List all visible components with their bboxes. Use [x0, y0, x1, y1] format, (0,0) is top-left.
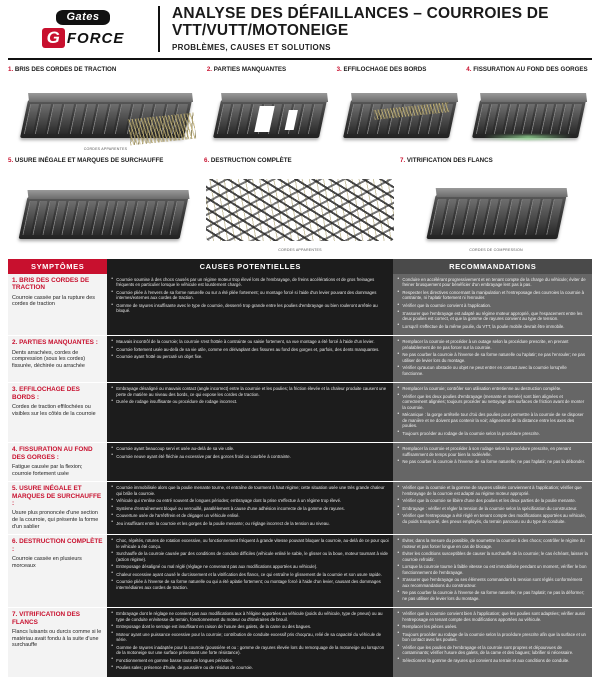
- symptom-cell: [8, 482, 107, 535]
- recommendation-item: • S'assurer que l'embrayage ou ses éléments commandant la tension sont réglés conformément aux recommandations du constructeur.: [397, 577, 588, 588]
- gforce-logo: [42, 28, 125, 48]
- recommendation-item: • Lorsque la courroie tourne à faible vitesse ou est immobilisée pendant un moment, vérifier le bon fonctionnement de l'embrayage.: [397, 564, 588, 575]
- causes-cell: [107, 274, 393, 336]
- figure-7-label: VITRIFICATION DES FLANCS: [406, 157, 493, 164]
- symptom-heading: [12, 538, 103, 553]
- cause-item: • Embrayage désaligné ou mauvais contact (angle incorrect) entre la courroie et les poulies; la friction élevée et la chaleur produite causent une perte de matière au niveau des bords, ce qui expose les cordes de traction.: [111, 386, 389, 397]
- cause-item: • Couverture usée de l'arrêt/frein et de dégager un véhicule enlisé.: [111, 513, 389, 518]
- figure-4-label: FISSURATION AU FOND DES GORGES: [473, 66, 588, 73]
- table-head: [8, 259, 592, 274]
- recommendation-item: • Toujours procéder au rodage de la courroie selon la procédure prescrite.: [397, 431, 588, 436]
- recommendations-list: [397, 538, 588, 601]
- column-header-symptoms: SYMPTÔMES: [8, 259, 107, 274]
- figure-7-image: [400, 175, 592, 247]
- cause-item: • Choc, répétés, rotures de rotation excessive, ou fonctionnement fréquent à grande vitesse pouvant bloquer la courroie, au-delà de ce pour quoi le véhicule a été conçu.: [111, 538, 389, 549]
- symptom-title: BRIS DES CORDES DE TRACTION: [12, 277, 90, 292]
- symptom-number: 7.: [12, 611, 18, 619]
- recommendation-item: • Remplacer les pièces usées.: [397, 624, 588, 629]
- figure-1-note: CORDES APPARENTES: [83, 147, 128, 151]
- figure-5: [8, 157, 200, 252]
- causes-list: [111, 386, 389, 404]
- belt-ribs: [426, 195, 566, 239]
- table-row: [8, 336, 592, 383]
- figure-5-label: USURE INÉGALE ET MARQUES DE SURCHAUFFE: [14, 157, 164, 164]
- figure-4-number: 4.: [466, 66, 472, 73]
- table-row: [8, 482, 592, 535]
- symptom-number: 3.: [12, 386, 18, 394]
- symptom-description: Courroie cassée en plusieurs morceaux: [12, 556, 82, 569]
- belt-illustration: [213, 100, 327, 138]
- gforce-g-mark: G: [42, 28, 65, 48]
- figure-4-caption: [466, 66, 592, 81]
- table-row: [8, 608, 592, 678]
- symptom-cell: [8, 535, 107, 608]
- belt-illustration: [426, 195, 566, 239]
- cause-item: • Gomme de rayures inadaptée pour la courroie (poussière et ou : gomme de rayures élevée lors du remorquage de la motoneige ou lorsqu'on de la motoneige sur une surface présentant une forte résistance).: [111, 645, 389, 656]
- recommendation-item: • Toujours procéder au rodage de la courroie selon la procédure prescrite afin que la surface et un bon contact avec les poulies.: [397, 632, 588, 643]
- recommendation-item: • Sélectionner la gomme de rayures qui convient au terrain et aux conditions de conduite.: [397, 658, 588, 663]
- cause-item: • Gomme de rayures insuffisante avec le type de courroie, desserré trop grande entre les poulies d'embrayage ou bien rouleront arrêtée au bloqué.: [111, 303, 389, 314]
- cause-item: • Jeu insuffisant entre la courroie et les gorges de la poulie menante; ou réglage incorrect de la tension au niveau.: [111, 521, 389, 526]
- cause-item: • Courroie immobilisée alors que la poulie menante tourne, et entraîne de tourment à haut régime; cette situation usée une très grande chaleur qui brûle la courroie.: [111, 485, 389, 496]
- recommendation-item: • Éviter les conditions susceptibles de causer la surchauffe de la courroie; le cas échéant, laisser la courroie refroidir.: [397, 551, 588, 562]
- recommendation-item: • Vérifier que la courroie convient bien à l'application; que les poulies sont adaptées; vérifier aussi l'entreposage en tenant compte des modifications apportées au véhicule.: [397, 611, 588, 622]
- symptom-heading: [12, 339, 103, 346]
- recommendation-item: • Remplacer la courroie et procéder à un outage selon la procédure prescrite, en prenant préalablement de ne pas forcer sur la courroie.: [397, 339, 588, 350]
- recommendations-cell: [393, 608, 592, 678]
- table-body: [8, 274, 592, 677]
- figure-5-number: 5.: [8, 157, 14, 164]
- symptom-heading: [12, 277, 103, 292]
- recommendations-list: [397, 386, 588, 436]
- figure-1-label: BRIS DES CORDES DE TRACTION: [14, 66, 117, 73]
- symptom-heading: [12, 611, 103, 626]
- recommendation-item: • Lorsqu'il s'effectue de la même poulie, du VTT, la poulie mobile devrait être immobile.: [397, 324, 588, 329]
- causes-list: [111, 538, 389, 590]
- figure-6-image: [204, 175, 396, 247]
- cause-item: • Entreposage désaligné ou mal réglé (réglage ne convenant pas aux modifications apportées au véhicule).: [111, 564, 389, 569]
- recommendations-cell: [393, 336, 592, 383]
- cause-item: • Surchauffe de la courroie causée par des conditions de conduite difficiles (véhicule enlisé le sable, le glisser ou la boue, moteur tournant à vide (action régime).: [111, 551, 389, 562]
- recommendation-item: • Vérifier que les poulies de l'embrayage et la courroie sont propres et dépourvues de contaminants; vérifier l'usure des galets, de la came et des bagues; lubrifier si nécessaire.: [397, 645, 588, 656]
- poster-header: [8, 6, 592, 60]
- broken-tensile-cords: [128, 113, 197, 146]
- figure-6-number: 6.: [204, 157, 210, 164]
- belt-ribs: [19, 197, 189, 239]
- recommendation-item: • Conduire en accélérant progressivement et en tenant compte de la charge du véhicule; éviter de freiner brusquement pour bénéficier d'un embrayage lent pas à pas.: [397, 277, 588, 288]
- cause-item: • Courroie pliée à l'envers de sa forme naturelle ou sur a été pliée fortement; ou montage forcé si l'aide d'un levier pouvant des dommages internes/externes aux cordes de traction.: [111, 290, 389, 301]
- belt-illustration: [472, 100, 586, 138]
- cause-item: • Courroie pliée à l'inverse de sa forme naturelle ou qui a été aplatie fortement; ou montage forcé à l'aide d'un levier, causant des dommages intermédiaires aux cordes de traction.: [111, 579, 389, 590]
- symptom-title: VITRIFICATION DES FLANCS: [12, 611, 81, 626]
- symptom-title: EFFILOCHAGE DES BORDS :: [12, 386, 80, 401]
- gates-logo: Gates: [56, 10, 109, 25]
- figure-6-caption: [204, 157, 396, 172]
- causes-list: [111, 485, 389, 526]
- recommendation-item: • Vérifier que la courroie se libère d'une des poulies et les deux parties de la poulie menante.: [397, 498, 588, 503]
- cause-item: • Courroie soumise à des chocs causés par un régime moteur trop élevé lors de l'embrayage, de freins accélérations et de gros freinages fréquents en particulier lorsque le véhicule est lourdement chargé.: [111, 277, 389, 288]
- symptom-number: 5.: [12, 485, 18, 493]
- figure-1-number: 1.: [8, 66, 14, 73]
- recommendation-item: • Vérifier que les deux poulies d'embrayage (menante et menée) sont bien alignées et correctement alignées; toujours procéder au nettoyage des surfaces de friction avant de monter la courroie.: [397, 394, 588, 410]
- cause-item: • Durée de rodage insuffisante ou procédure de rodage incorrect.: [111, 399, 389, 404]
- figure-3-image: [337, 84, 463, 146]
- symptom-heading: [12, 485, 103, 507]
- cause-item: • Entreposage dont le serrage est insuffisant en raison de l'usure des galets, de la came ou des bagues.: [111, 624, 389, 629]
- figure-4-image: [466, 84, 592, 146]
- figure-3-number: 3.: [336, 66, 342, 73]
- causes-list: [111, 339, 389, 360]
- cause-item: • Courroie ayant beaucoup servi et usée au-delà de sa vie utile.: [111, 446, 389, 451]
- symptom-number: 2.: [12, 339, 18, 347]
- symptom-description: Flancs luisants ou durcis comme si le matériau avait fondu à la suite d'une surchauffe: [12, 629, 102, 649]
- figure-6-label: DESTRUCTION COMPLÈTE: [210, 157, 292, 164]
- recommendation-item: • Respecter les directives concernant la manipulation et l'entreposage des courroies la courroie à contrainte, ni l'aplatir fortement ni l'enrouler.: [397, 290, 588, 301]
- symptom-cell: [8, 336, 107, 383]
- causes-cell: [107, 443, 393, 482]
- cracked-groove-highlight: [484, 135, 572, 140]
- recommendation-item: • Ne pas courber la courroie à l'inverse de sa forme naturelle ou l'aplatir; ne pas l'enrouler; ne pas utiliser de levier lors du montage.: [397, 352, 588, 363]
- cause-item: • Chaleur excessive ayant causé le durcissement et la vitrification des flancs, ce qui entraîne le glissement de la courroie et son usure rapide.: [111, 572, 389, 577]
- column-header-causes: CAUSES POTENTIELLES: [107, 259, 393, 274]
- symptom-heading: [12, 386, 103, 401]
- symptom-description: Dents arrachées, cordes de compression (sous les cordes) fissurée, déchirée ou arrachée: [12, 349, 86, 369]
- causes-list: [111, 446, 389, 459]
- symptom-description: Cordes de traction effilochées ou visibles sur les côtés de la courroie: [12, 404, 96, 417]
- recommendation-item: • Ne pas courber la courroie à l'inverse de sa forme naturelle; ne pas l'aplatir; ne pas la déformer; ne pas utiliser de levier lors du montage.: [397, 590, 588, 601]
- failure-analysis-table: [8, 259, 592, 678]
- figure-6-note: CORDES APPARENTES: [278, 248, 322, 252]
- figure-3-caption: [337, 66, 463, 81]
- causes-cell: [107, 535, 393, 608]
- column-header-recommendations: RECOMMANDATIONS: [393, 259, 592, 274]
- figure-2-image: [207, 84, 333, 146]
- symptom-title: DESTRUCTION COMPLÈTE :: [12, 538, 103, 553]
- figure-3: [337, 66, 463, 151]
- symptom-title: FISSURATION AU FOND DES GORGES :: [12, 446, 93, 461]
- belt-illustration: [19, 197, 189, 239]
- table-header-row: [8, 259, 592, 274]
- recommendations-list: [397, 446, 588, 464]
- symptom-number: 4.: [12, 446, 18, 454]
- causes-cell: [107, 383, 393, 443]
- causes-cell: [107, 336, 393, 383]
- symptom-description: Usure plus prononcée d'une section de la courroie, qui présente la forme d'un sablier: [12, 510, 99, 530]
- recommendation-item: • Embrayage : vérifier et régler la tension de la courroie selon la spécification du constructeur.: [397, 506, 588, 511]
- recommendations-cell: [393, 482, 592, 535]
- figure-2-label: PARTIES MANQUANTES: [213, 66, 287, 73]
- symptom-title: PARTIES MANQUANTES :: [19, 339, 98, 347]
- table-row: [8, 383, 592, 443]
- figure-row-bottom: [8, 157, 592, 252]
- gforce-wordmark: FORCE: [66, 29, 125, 47]
- figure-2-caption: [207, 66, 333, 81]
- page-title: ANALYSE DES DÉFAILLANCES – COURROIES DE VTT/VUTT/MOTONEIGE: [172, 5, 549, 39]
- symptom-title: USURE INÉGALE ET MARQUES DE SURCHAUFFE :: [12, 485, 102, 507]
- recommendation-item: • S'assurer que l'embrayage est adapté au régime moteur approprié, que l'espacement entre les deux poulies est correct, et que la gomme de rayures convient au type de tension.: [397, 311, 588, 322]
- recommendations-list: [397, 611, 588, 663]
- causes-list: [111, 277, 389, 314]
- cause-item: • Véhicule qui s'enlise ou entré souvent de longues périodes; embrayage dont la prise s'effectue à un régime trop élevé.: [111, 498, 389, 503]
- figure-7-number: 7.: [400, 157, 406, 164]
- figure-4: [466, 66, 592, 151]
- destroyed-belt-debris: [206, 179, 394, 241]
- table-row: [8, 443, 592, 482]
- recommendations-list: [397, 277, 588, 329]
- causes-list: [111, 611, 389, 671]
- cause-item: • Embrayage dont le réglage ne convient pas aux modifications aux à l'éligine apportées au véhicule (poids du véhicule, type de pneus) ou au type de conduite en/vitesse de terrain, fonctionnement du moteur ou d'itinéraires de brouil.: [111, 611, 389, 622]
- figure-7-caption: [400, 157, 592, 172]
- recommendation-item: • Vérifier que l'entreposage a été réglé en tenant compte des modifications apportées au véhicule, du poids transporté, des pneus employés, du terrain parcouru ou du type de conduite.: [397, 513, 588, 524]
- causes-cell: [107, 608, 393, 678]
- recommendations-cell: [393, 383, 592, 443]
- table-row: [8, 535, 592, 608]
- figure-2: [207, 66, 333, 151]
- brand-block: [8, 6, 158, 48]
- symptom-cell: [8, 274, 107, 336]
- recommendation-item: • Vérifier qu'aucun obstacle ou objet ne peut entrer en contact avec la courroie lorsq'elle fonctionne.: [397, 365, 588, 376]
- cause-item: • Fonctionnement en gomme basse toute de longues périodes.: [111, 658, 389, 663]
- figure-1-caption: [8, 66, 203, 81]
- cause-item: • Moteur ayant une puissance excessive pour la courroie; contribution de conduite excessif pris choqu'au, relié de sa capacité du véhicule de série.: [111, 632, 389, 643]
- cause-item: • Courroie neuve ayant été fléchie au excessive par des gorces froid ou courbée à contrainte.: [111, 454, 389, 459]
- recommendation-item: • Mécanique : la gorge arrête/le tour d'où des poulies pour permettre à la courroie de se disposer de manière et ne doivent pas contenir la voir; alignement de la distance entre les axes des poulies.: [397, 412, 588, 428]
- belt-ribs: [472, 100, 586, 138]
- causes-cell: [107, 482, 393, 535]
- page-subtitle: PROBLÈMES, CAUSES ET SOLUTIONS: [172, 43, 331, 52]
- recommendation-item: • Remplacer la courroie et procéder à son rodage selon la procédure prescrite, en prenant suffisamment de temps pour bien la rodée/elle.: [397, 446, 588, 457]
- symptom-description: Fatigue causée par la flexion; courroie fortement usée: [12, 464, 83, 477]
- recommendations-cell: [393, 443, 592, 482]
- symptom-cell: [8, 383, 107, 443]
- recommendations-list: [397, 339, 588, 376]
- cause-item: • Courroie fortement usée au-delà de sa vie utile, comme en dérivaplant des fissures au fond des gorges et, parfois, des dents manquantes.: [111, 347, 389, 352]
- recommendation-item: • Remplacer la courroie; contrôler son utilisation entretienne au destruction complète.: [397, 386, 588, 391]
- recommendations-list: [397, 485, 588, 524]
- symptom-number: 1.: [12, 277, 18, 284]
- figure-6: [204, 157, 396, 252]
- cause-item: • Mauvais incontrôl de la courroie; la courroie s'est frottée à contrainte ou saisie fortement, sa vue montage a été forcé à l'aide d'un levier.: [111, 339, 389, 344]
- figure-5-caption: [8, 157, 200, 172]
- title-block: [158, 6, 592, 52]
- recommendations-cell: [393, 274, 592, 336]
- figure-1-image: [8, 84, 203, 146]
- cause-item: • Poulies sales; présence d'huile, de poussière ou de résidus de courroie.: [111, 665, 389, 670]
- recommendations-cell: [393, 535, 592, 608]
- figure-7: [400, 157, 592, 252]
- symptom-cell: [8, 608, 107, 678]
- figure-5-image: [8, 175, 200, 247]
- figure-1: [8, 66, 203, 151]
- symptom-cell: [8, 443, 107, 482]
- figure-row-top: [8, 66, 592, 151]
- recommendation-item: • Ne pas courber la courroie à l'inverse de sa forme naturelle; ne pas l'aplatir; ne pas la débonder.: [397, 459, 588, 464]
- table-row: [8, 274, 592, 336]
- cause-item: • Courroie ayant frotté ou percuté un objet fixe.: [111, 354, 389, 359]
- symptom-number: 6.: [12, 538, 18, 546]
- cause-item: • Système d'entraînement bloqué ou verrouillé, parallèlement à cause d'une adhésion incorrecte de la gomme de rayures.: [111, 506, 389, 511]
- recommendation-item: • Vérifier que la courroie et la gomme de rayures utilisée conviennent à l'application; vérifier que l'embrayage de la courroie est adapté au régime moteur approprié.: [397, 485, 588, 496]
- recommendation-item: • Éviter, dans la mesure du possible, de soumettre la courroie à des chocs; contrôler le régime du moteur et pas forcer longue en cas de blocage.: [397, 538, 588, 549]
- symptom-description: Courroie cassée par la rupture des cordes de traction: [12, 294, 95, 308]
- figure-7-note: CORDES DE COMPRESSION: [469, 248, 523, 252]
- recommendation-item: • Vérifier que la courroie convient à l'application.: [397, 303, 588, 308]
- symptom-heading: [12, 446, 103, 461]
- figure-3-label: EFFILOCHAGE DES BORDS: [343, 66, 427, 73]
- figure-2-number: 2.: [206, 66, 213, 73]
